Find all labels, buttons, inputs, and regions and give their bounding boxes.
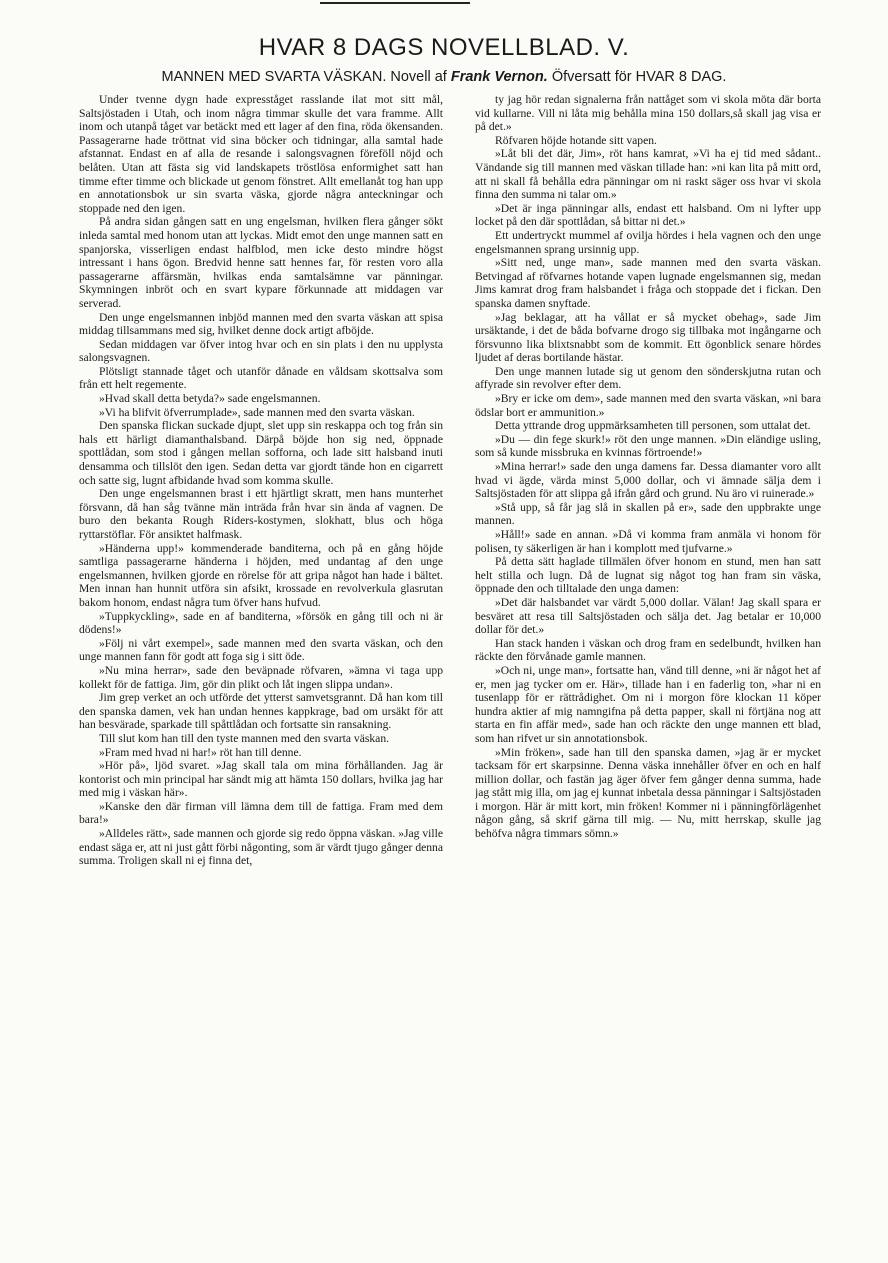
paragraph: »Håll!» sade en annan. »Då vi komma fram anmäla vi honom för polisen, ty säkerligen är han i komplott med tjufvarne.» [475, 528, 821, 555]
paragraph: »Tuppkyckling», sade en af banditerna, »försök en gång till och ni är dödens!» [79, 609, 443, 637]
paragraph: Den unge engelsmannen inbjöd mannen med den svarta väskan att spisa middag tillsammans med sig, hvilket denne dock artigt afböjde. [79, 310, 443, 338]
paragraph: Under tvenne dygn hade expresståget rasslande ilat mot sitt mål, Saltsjöstaden i Utah, och inom några timmar skulle det vara framme. Allt inom och utanpå tåget var betäckt med ett lager af den fina, röda ökensanden. Passagerarne hade tröttnat vid sina böcker och tidningar, alla samtal hade afstannat. Endast en af alla de resande i salongsvagnen föreföll nöjd och belåten. Utan att fästa sig vid landskapets tröstlösa enformighet satt han timme efter timme och blickade ut genom fönstret. Allt emellanåt tog han upp en annotationsbok ur sin svarta väska, gjorde några anteckningar och stoppade ned den igen. [79, 93, 443, 215]
paragraph: »Bry er icke om dem», sade mannen med den svarta väskan, »ni bara ödslar bort er ammunition.» [475, 392, 821, 419]
paragraph: »Låt bli det där, Jim», röt hans kamrat, »Vi ha ej tid med sådant.. Vändande sig till mannen med väskan tillade han: »ni kan lita på mitt ord, att ni skall få behålla edra pänningar om ni raskt säger oss hvar vi skola finna den summa ni talar om.» [475, 147, 821, 202]
paragraph: »Mina herrar!» sade den unga damens far. Dessa diamanter voro allt hvad vi ägde, värda minst 5,000 dollar, och vi ämnade sälja dem i Saltsjöstaden för att slippa gå ifrån gård och grund. Nu äro vi ruinerade.» [475, 460, 821, 501]
paragraph: Jim grep verket an och utförde det ytterst samvetsgrannt. Då han kom till den spanska damen, vek han undan hennes kappkrage, bad om ursäkt för att han besvärade, sparkade till spåttlådan och fortsatte sin ransakning. [79, 691, 443, 732]
paragraph: »Kanske den där firman vill lämna dem till de fattiga. Fram med dem bara!» [79, 799, 443, 827]
paragraph: »Sitt ned, unge man», sade mannen med den svarta väskan. Betvingad af röfvarnes hotande vapen lugnade engelsmannen sig, medan Jims kamrat drog fram halsbandet i fråga och stoppade det i fickan. Den spanska damen snyftade. [475, 256, 821, 310]
paragraph: Ett undertryckt mummel af ovilja hördes i hela vagnen och den unge engelsmannen sprang ursinnig upp. [475, 228, 821, 256]
paragraph: »Min fröken», sade han till den spanska damen, »jag är er mycket tacksam för ert skarpsinne. Denna väska innehåller öfver en och en half million dollar, och fastän jag äger öfver fem gånger denna summa, hade jag stått mig illa, om jag ej kunnat inbetala dessa pänningar i Saltsjöstaden i morgon. Här är mitt kort, min fröken! Kommer ni i pänningförlägenhet någon gång, så skrif gärna till mig. — Nu, mitt herrskap, skulle jag behöfva några timmars sömn.» [475, 745, 821, 841]
story-subtitle [0, 68, 888, 86]
paragraph: »Vi ha blifvit öfverrumplade», sade mannen med den svarta väskan. [99, 405, 415, 419]
paragraph: »Du — din fege skurk!» röt den unge mannen. »Din eländige usling, som så kunde missbruka en kvinnas förtroende!» [475, 432, 821, 460]
paragraph: »Hör på», ljöd svaret. »Jag skall tala om mina förhållanden. Jag är kontorist och min principal har sändt mig att hämta 150 dollars, hvilka jag har med mig i väskan här». [79, 759, 443, 800]
paragraph: »Följ ni vårt exempel», sade mannen med den svarta väskan, och den unge mannen fann för godt att foga sig i sitt öde. [79, 636, 443, 664]
paragraph: »Det är inga pänningar alls, endast ett halsband. Om ni lyfter upp locket på den där spottlådan, så bittar ni det.» [475, 201, 821, 229]
left-text-column [79, 93, 443, 1203]
paragraph: Den spanska flickan suckade djupt, slet upp sin reskappa och tog från sin hals ett härligt diamanthalsband. Därpå böjde hon sig ned, öppnade spottlådan, som stod i gången mellan sofforna, och lade sitt halsband inuti densamma och tillslöt den igen. Sedan detta var gjordt tände hon en cigarrett och satte sig, lugnt afbidande hvad som komma skulle. [79, 419, 443, 487]
paragraph: Röfvaren höjde hotande sitt vapen. [495, 133, 657, 147]
paragraph: På andra sidan gången satt en ung engelsman, hvilken flera gånger sökt inleda samtal med honom utan att lyckas. Midt emot den unge mannen satt en spanjorska, visserligen endast halfblod, men icke desto mindre högst intressant i hans ögon. Bredvid henne satt hennes far, för resten voro alla passagerarne affärsmän, hvilkas enda samtalsämne var pänningar. Skymningen inbröt och en svart kypare förkunnade att middagen var serverad. [79, 215, 443, 310]
page-masthead: HVAR 8 DAGS NOVELLBLAD. V. [258, 34, 630, 61]
paragraph: Den unge engelsmannen brast i ett hjärtligt skratt, men hans munterhet försvann, då han såg tvänne män inträda från hvar sin ända af vagnen. De buro den bekanta Rough Riders-kostymen, slokhatt, blus och höga ryttarstöflar. För ansiktet halfmask. [79, 487, 443, 541]
paragraph: Den unge mannen lutade sig ut genom den sönderskjutna rutan och affyrade sin revolver efter dem. [475, 364, 821, 392]
paragraph: ty jag hör redan signalerna från nattåget som vi skola möta där borta vid kullarne. Vill ni låta mig behålla mina 150 dollars,så skall jag visa er på det.» [475, 93, 821, 134]
paragraph: »Jag beklagar, att ha vållat er så mycket obehag», sade Jim ursäktande, i det de båda bofvarne drogo sig tillbaka mot ingångarne och försvunno lika blixtsnabbt som de kommit. Ett ögonblick senare hördes ljudet af deras bortilande hästar. [475, 310, 821, 365]
paragraph: »Fram med hvad ni har!» röt han till denne. [99, 745, 302, 759]
paragraph: »Nu mina herrar», sade den beväpnade röfvaren, »ämna vi taga upp kollekt för de fattiga. Jim, gör din plikt och låt ingen slippa undan». [79, 663, 443, 691]
paragraph: »Och ni, unge man», fortsatte han, vänd till denne, »ni är något het af er, men jag tycker om er. Här», tillade han i en faderlig ton, »har ni en tusenlapp för er rättrådighet. Om ni i morgon före klockan 11 köper hundra aktier af mig namngifna på detta papper, skall ni förtjäna nog att starta en fin affär med», sade han och räckte den unge mannen ett blad, som han rifvet ur sin annotationsbok. [475, 663, 821, 745]
paragraph: »Hvad skall detta betyda?» sade engelsmannen. [99, 392, 321, 406]
top-rule [320, 2, 470, 4]
story-author: Frank Vernon. [450, 69, 548, 85]
paragraph: »Det där halsbandet var värdt 5,000 dollar. Välan! Jag skall spara er besväret att resa till Saltsjöstaden och sälja det. Jag betalar er 10,000 dollar för det.» [475, 595, 821, 637]
paragraph: Detta yttrande drog uppmärksamheten till personen, som uttalat det. [495, 419, 811, 433]
story-genre: Novell af [390, 69, 447, 85]
paragraph: På detta sätt haglade tillmälen öfver honom en stund, men han satt helt stilla och lugn. Då de lugnat sig något tog han fram sin väska, öppnade den och tilltalade den unga damen: [475, 555, 821, 596]
paragraph: Till slut kom han till den tyste mannen med den svarta väskan. [99, 731, 390, 745]
paragraph: »Stå upp, så får jag slå in skallen på er», sade den uppbrakte unge mannen. [475, 500, 821, 528]
paragraph: »Alldeles rätt», sade mannen och gjorde sig redo öppna väskan. »Jag ville endast säga er, att ni just gått förbi någonting, som är värdt tjugo gånger denna summa. Troligen skall ni ej finna det, [79, 827, 443, 868]
paragraph: »Händerna upp!» kommenderade banditerna, och på en gång höjde samtliga passagerarne händerna i höjden, med undantag af den unge engelsmannen, hvilken gjorde en rörelse för att gripa något han hade i bältet. Men innan han hunnit utföra sin afsikt, krossade en revolverkula glasrutan bakom honom, endast några tum öfver hans hufvud. [79, 541, 443, 609]
translation-note: Öfversatt för HVAR 8 DAG. [551, 69, 727, 85]
paragraph: Plötsligt stannade tåget och utanför dånade en våldsam skottsalva som från ett helt regemente. [79, 364, 443, 392]
paragraph: Sedan middagen var öfver intog hvar och en sin plats i den nu upplysta salongsvagnen. [79, 337, 443, 365]
right-text-column [475, 93, 821, 1203]
paragraph: Han stack handen i väskan och drog fram en sedelbundt, hvilken han räckte den förvånade gamle mannen. [475, 636, 821, 664]
story-title: MANNEN MED SVARTA VÄSKAN. [161, 69, 387, 85]
